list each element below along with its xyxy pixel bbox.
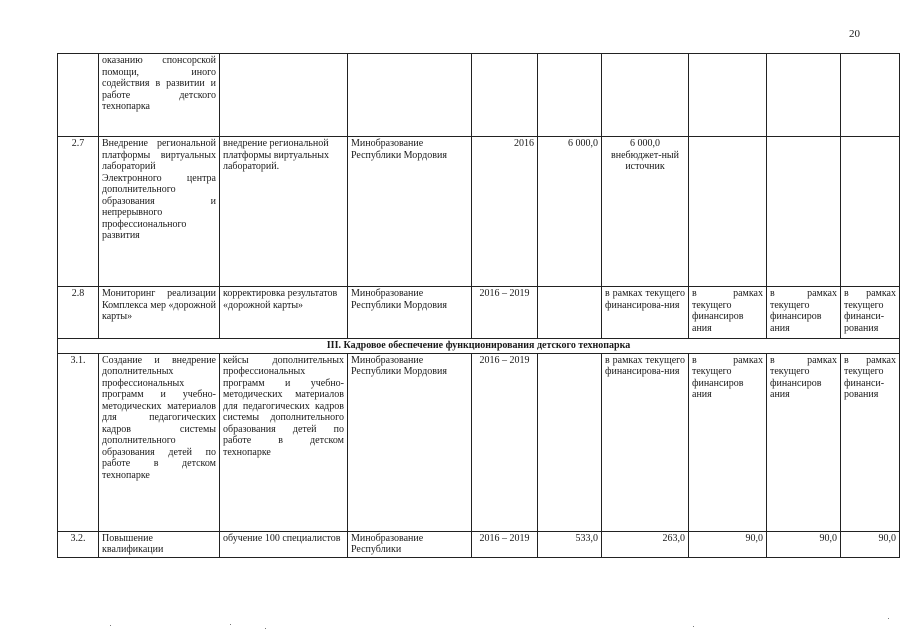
scan-speck [888,618,889,619]
year-2018-cell: в рамках текущего финансиров ания [767,287,841,339]
period-cell: 2016 – 2019 [472,353,538,531]
year-2017-cell: 90,0 [689,531,767,557]
row-number-cell: 3.2. [58,531,99,557]
table-row [58,353,900,531]
section-heading: III. Кадровое обеспечение функционирования детского технопарка [58,339,900,354]
expected-result-cell [220,54,348,137]
page-number: 20 [849,28,860,40]
executor-cell: Минобразование Республики Мордовия [348,287,472,339]
year-2016-cell [602,54,689,137]
year-2018-cell: в рамках текущего финансиров ания [767,353,841,531]
total-cell [538,54,602,137]
row-number-cell: 3.1. [58,353,99,531]
table-row [58,137,900,287]
row-number-cell: 2.7 [58,137,99,287]
table-row [58,54,900,137]
year-2016-cell: в рамках текущего финансирова-ния [602,287,689,339]
year-2018-cell [767,54,841,137]
year-2016-cell: 263,0 [602,531,689,557]
scan-speck [230,624,231,625]
row-number-cell: 2.8 [58,287,99,339]
year-2019-cell: в рамках текущего финанси-рования [841,287,900,339]
scan-speck [265,628,266,629]
row-number-cell [58,54,99,137]
year-2016-cell: 6 000,0 внебюджет-ный источник [602,137,689,287]
expected-result-cell: кейсы дополнительных профессиональных программ и учебно-методических материалов для педагогических кадров системы дополнительного образования детей по работе в детском технопарке [220,353,348,531]
year-2019-cell [841,137,900,287]
activity-name-cell: Внедрение региональной платформы виртуальных лабораторий Электронного центра дополнительного образования и непрерывного профессионального развития [99,137,220,287]
year-2019-cell: 90,0 [841,531,900,557]
activity-name-cell: Создание и внедрение дополнительных профессиональных программ и учебно-методических материалов для педагогических кадров системы дополнительного образования детей по работе в детском технопарке [99,353,220,531]
executor-cell: Минобразование Республики [348,531,472,557]
table-row [58,531,900,557]
scan-speck [110,625,111,626]
year-2019-cell: в рамках текущего финанси-рования [841,353,900,531]
period-cell: 2016 – 2019 [472,531,538,557]
year-2017-cell [689,137,767,287]
year-2018-cell [767,137,841,287]
executor-cell [348,54,472,137]
year-2019-cell [841,54,900,137]
year-2017-cell: в рамках текущего финансиров ания [689,353,767,531]
period-cell: 2016 – 2019 [472,287,538,339]
table-row [58,287,900,339]
total-cell [538,287,602,339]
activity-name-cell: Повышение квалификации [99,531,220,557]
year-2017-cell: в рамках текущего финансиров ания [689,287,767,339]
total-cell [538,353,602,531]
expected-result-cell: обучение 100 специалистов [220,531,348,557]
activity-plan-table [57,53,900,558]
period-cell [472,54,538,137]
period-cell: 2016 [472,137,538,287]
section-heading-row [58,339,900,354]
total-cell: 533,0 [538,531,602,557]
year-2017-cell [689,54,767,137]
year-2016-cell: в рамках текущего финансирова-ния [602,353,689,531]
activity-name-cell: оказанию спонсорской помощи, иного содействия в развитии и работе детского технопарка [99,54,220,137]
executor-cell: Минобразование Республики Мордовия [348,137,472,287]
scan-speck [693,626,694,627]
expected-result-cell: внедрение региональной платформы виртуальных лабораторий. [220,137,348,287]
activity-name-cell: Мониторинг реализации Комплекса мер «дорожной карты» [99,287,220,339]
year-2018-cell: 90,0 [767,531,841,557]
executor-cell: Минобразование Республики Мордовия [348,353,472,531]
expected-result-cell: корректировка результатов «дорожной карты» [220,287,348,339]
total-cell: 6 000,0 [538,137,602,287]
